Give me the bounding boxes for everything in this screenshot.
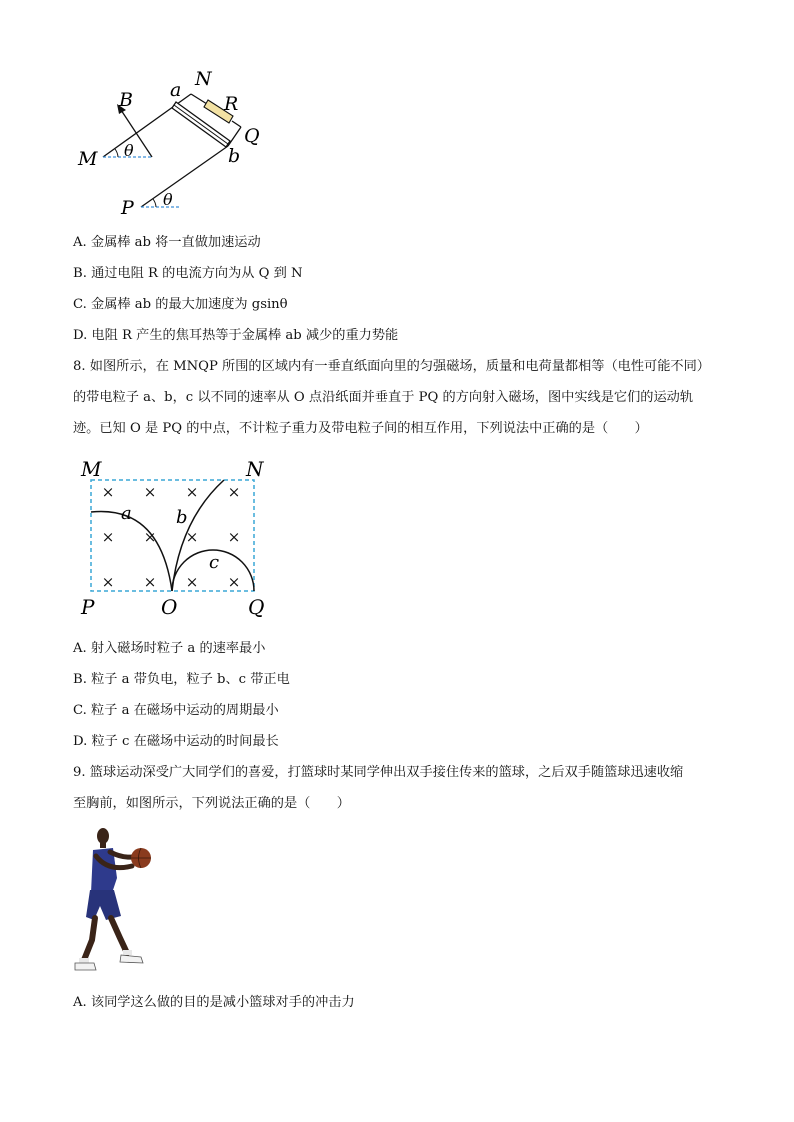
field-cross: × xyxy=(143,573,157,591)
field-cross: × xyxy=(101,483,115,501)
label-N: N xyxy=(195,68,212,90)
figure-magnetic-field xyxy=(76,454,276,624)
label-R: R xyxy=(224,93,239,115)
q7-option-d: D. 电阻 R 产生的焦耳热等于金属棒 ab 减少的重力势能 xyxy=(73,328,399,343)
angle-arc-P xyxy=(153,199,156,207)
label-Q: Q xyxy=(248,595,265,619)
label-O: O xyxy=(161,595,178,619)
q9-stem-line-1: 9. 篮球运动深受广大同学们的喜爱，打篮球时某同学伸出双手接住传来的篮球，之后双手随篮球迅速收缩 xyxy=(73,765,684,780)
basketball-player-image xyxy=(70,824,160,976)
q9-option-a: A. 该同学这么做的目的是减小篮球对手的冲击力 xyxy=(73,995,355,1010)
q9-stem-line-2: 至胸前，如图所示，下列说法正确的是（ ） xyxy=(73,796,350,811)
field-cross: × xyxy=(143,483,157,501)
label-a: a xyxy=(121,503,132,524)
label-theta-2: θ xyxy=(163,190,173,209)
connector-Q-rail xyxy=(228,127,241,146)
label-Q: Q xyxy=(244,125,260,147)
label-M: M xyxy=(81,457,102,481)
q7-option-c: C. 金属棒 ab 的最大加速度为 gsinθ xyxy=(73,297,288,312)
field-cross: × xyxy=(185,573,199,591)
q8-option-a: A. 射入磁场时粒子 a 的速率最小 xyxy=(73,641,266,656)
q8-stem-line-2: 的带电粒子 a、b，c 以不同的速率从 O 点沿纸面并垂直于 PQ 的方向射入磁场，图中实线是它们的运动轨 xyxy=(73,390,694,405)
field-cross: × xyxy=(185,483,199,501)
field-cross: × xyxy=(185,528,199,546)
rail-PQ xyxy=(141,146,228,207)
q7-option-b: B. 通过电阻 R 的电流方向为从 Q 到 N xyxy=(73,266,303,281)
label-B: B xyxy=(119,89,133,111)
q8-stem-line-1: 8. 如图所示，在 MNQP 所围的区域内有一垂直纸面向里的匀强磁场，质量和电荷量都相等（电性可能不同） xyxy=(73,359,710,374)
figure-incline-circuit xyxy=(70,62,280,222)
q8-stem-line-3: 迹。已知 O 是 PQ 的中点，不计粒子重力及带电粒子间的相互作用，下列说法中正确的是（ ） xyxy=(73,421,648,436)
q7-option-a: A. 金属棒 ab 将一直做加速运动 xyxy=(73,235,261,250)
field-cross: × xyxy=(143,528,157,546)
label-N: N xyxy=(246,457,264,481)
field-cross: × xyxy=(101,573,115,591)
field-cross: × xyxy=(101,528,115,546)
label-P: P xyxy=(121,197,134,219)
label-c: c xyxy=(209,552,220,573)
label-P: P xyxy=(81,595,95,619)
label-a: a xyxy=(170,79,182,101)
q8-option-b: B. 粒子 a 带负电，粒子 b、c 带正电 xyxy=(73,672,290,687)
field-cross: × xyxy=(227,483,241,501)
q8-option-d: D. 粒子 c 在磁场中运动的时间最长 xyxy=(73,734,279,749)
label-b: b xyxy=(228,145,241,167)
label-b: b xyxy=(176,507,188,528)
field-cross: × xyxy=(227,528,241,546)
angle-arc-M xyxy=(115,149,118,157)
q8-option-c: C. 粒子 a 在磁场中运动的周期最小 xyxy=(73,703,279,718)
label-M: M xyxy=(78,148,98,170)
connector-N-R xyxy=(191,94,207,104)
field-cross: × xyxy=(227,573,241,591)
connector-R-Q xyxy=(232,121,241,127)
label-theta-1: θ xyxy=(124,141,134,160)
